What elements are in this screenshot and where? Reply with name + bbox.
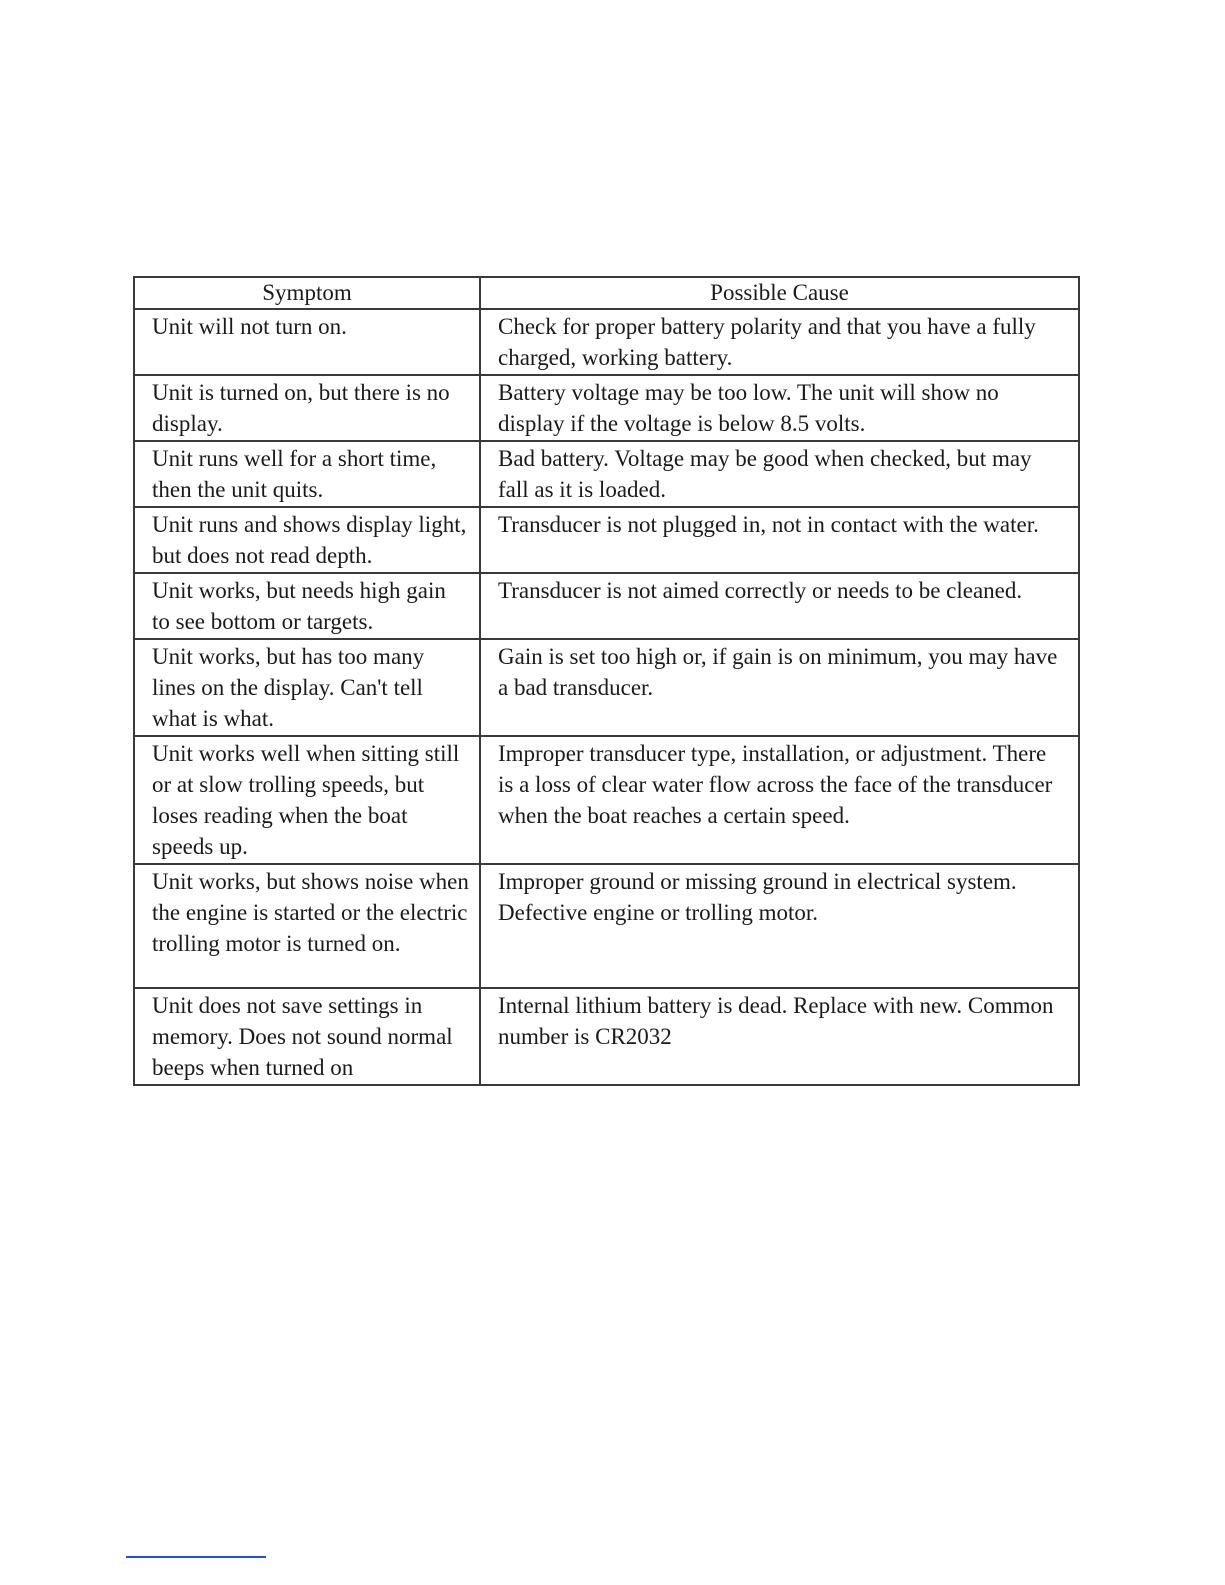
symptom-cell: Unit works, but has too many lines on the display. Can't tell what is what. bbox=[134, 639, 480, 736]
symptom-cell: Unit is turned on, but there is no display. bbox=[134, 375, 480, 441]
footnote-separator-line bbox=[126, 1556, 266, 1558]
table-header-row bbox=[134, 277, 1079, 309]
symptom-cell: Unit works, but needs high gain to see bottom or targets. bbox=[134, 573, 480, 639]
table-row bbox=[134, 441, 1079, 507]
cause-cell: Gain is set too high or, if gain is on minimum, you may have a bad transducer. bbox=[480, 639, 1079, 736]
cause-cell: Battery voltage may be too low. The unit will show no display if the voltage is below 8.5 volts. bbox=[480, 375, 1079, 441]
table-row bbox=[134, 507, 1079, 573]
table-row bbox=[134, 639, 1079, 736]
symptom-cell: Unit does not save settings in memory. Does not sound normal beeps when turned on bbox=[134, 988, 480, 1085]
table-row bbox=[134, 988, 1079, 1085]
cause-cell: Check for proper battery polarity and that you have a fully charged, working battery. bbox=[480, 309, 1079, 375]
table-row bbox=[134, 375, 1079, 441]
symptom-cell: Unit will not turn on. bbox=[134, 309, 480, 375]
symptom-cell: Unit works, but shows noise when the engine is started or the electric trolling motor is turned on. bbox=[134, 864, 480, 988]
cause-cell: Bad battery. Voltage may be good when checked, but may fall as it is loaded. bbox=[480, 441, 1079, 507]
symptom-cell: Unit works well when sitting still or at slow trolling speeds, but loses reading when the boat speeds up. bbox=[134, 736, 480, 864]
cause-cell: Transducer is not aimed correctly or needs to be cleaned. bbox=[480, 573, 1079, 639]
symptom-cell: Unit runs well for a short time, then the unit quits. bbox=[134, 441, 480, 507]
cause-cell: Improper transducer type, installation, or adjustment. There is a loss of clear water flow across the face of the transducer when the boat reaches a certain speed. bbox=[480, 736, 1079, 864]
header-symptom: Symptom bbox=[134, 277, 480, 309]
cause-cell: Transducer is not plugged in, not in contact with the water. bbox=[480, 507, 1079, 573]
table-row bbox=[134, 573, 1079, 639]
header-possible-cause: Possible Cause bbox=[480, 277, 1079, 309]
table-row bbox=[134, 736, 1079, 864]
table-row bbox=[134, 864, 1079, 988]
troubleshooting-table bbox=[133, 276, 1080, 1086]
cause-cell: Improper ground or missing ground in electrical system. Defective engine or trolling motor. bbox=[480, 864, 1079, 988]
symptom-cell: Unit runs and shows display light, but does not read depth. bbox=[134, 507, 480, 573]
table-row bbox=[134, 309, 1079, 375]
cause-cell: Internal lithium battery is dead. Replace with new. Common number is CR2032 bbox=[480, 988, 1079, 1085]
